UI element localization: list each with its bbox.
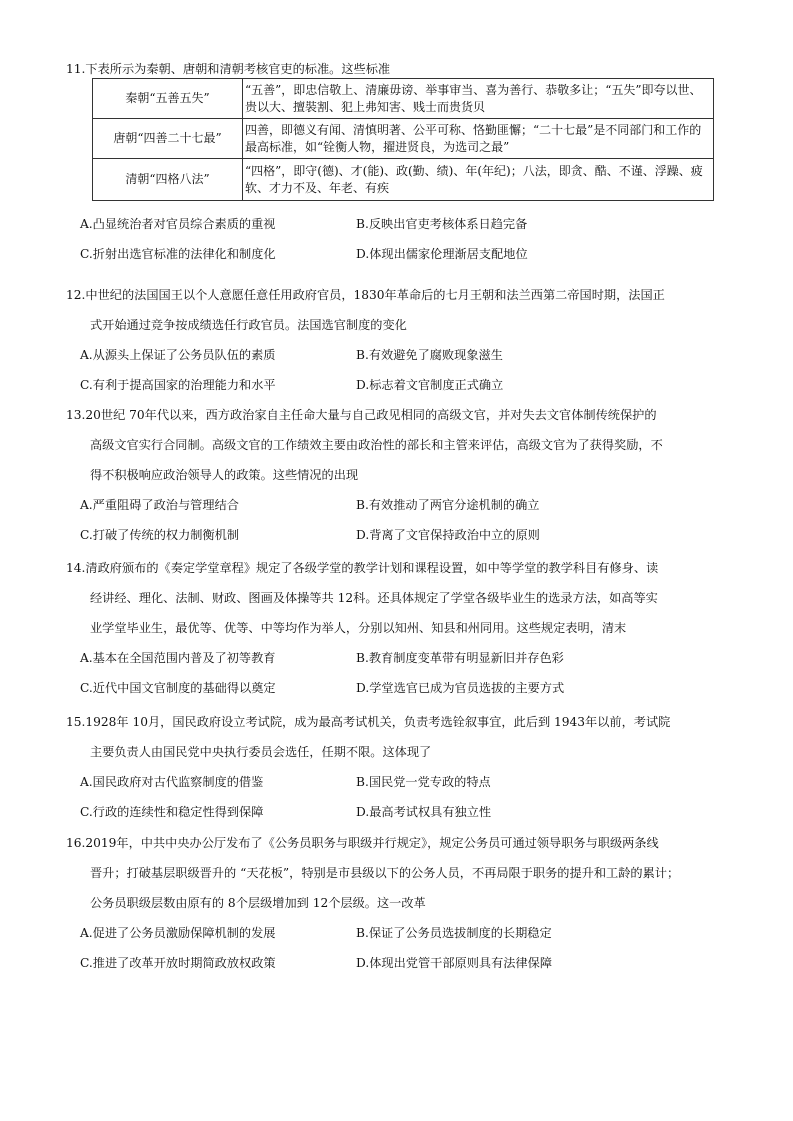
question-stem: 得不积极响应政治领导人的政策。这些情况的出现 [90,468,359,482]
option-a[interactable]: A.凸显统治者对官员综合素质的重视 [80,217,276,231]
question-stem: 11.下表所示为秦朝、唐朝和清朝考核官吏的标准。这些标准 [66,62,391,76]
question-stem: 14.清政府颁布的《奏定学堂章程》规定了各级学堂的教学计划和课程设置，如中等学堂的教学科目有修身、读 [66,561,659,575]
option-b[interactable]: B.教育制度变革带有明显新旧并存色彩 [356,651,564,665]
option-d[interactable]: D.体现出党管干部原则具有法律保障 [356,956,553,970]
question-11 [66,60,730,269]
question-13 [66,400,730,550]
option-a[interactable]: A.国民政府对古代监察制度的借鉴 [80,775,264,789]
option-a[interactable]: A.从源头上保证了公务员队伍的素质 [80,348,276,362]
table-cell-dynasty: 清朝“四格八法” [93,159,243,201]
option-c[interactable]: C.有利于提高国家的治理能力和水平 [80,378,276,392]
standards-table [92,78,714,201]
option-c[interactable]: C.近代中国文官制度的基础得以奠定 [80,681,276,695]
question-stem: 12.中世纪的法国国王以个人意愿任意任用政府官员，1830年革命后的七月王朝和法兰西第二帝国时期，法国正 [66,288,665,302]
option-d[interactable]: D.学堂选官已成为官员选拔的主要方式 [356,681,565,695]
table-cell-standard: “五善”，即忠信敬上、清廉毋谤、举事审当、喜为善行、恭敬多让；“五失”即夸以世、贵以大、擅裝割、犯上弗知害、贱士而贵货贝 [243,79,714,119]
table-row [93,79,714,119]
option-b[interactable]: B.国民党一党专政的特点 [356,775,491,789]
question-14 [66,553,730,703]
question-16 [66,828,730,978]
table-row [93,119,714,159]
table-cell-dynasty: 秦朝“五善五失” [93,79,243,119]
options [66,643,730,703]
options [66,209,730,269]
table-row [93,159,714,201]
option-d[interactable]: D.最高考试权具有独立性 [356,805,492,819]
table-cell-dynasty: 唐朝“四善二十七最” [93,119,243,159]
table-cell-standard: 四善，即德义有闻、清慎明著、公平可称、恪勤匪懈；“二十七最”是不同部门和工作的最高标准，如“铨衡人物，擢进贤良，为选司之最” [243,119,714,159]
option-b[interactable]: B.反映出官吏考核体系日趋完备 [356,217,528,231]
options [66,918,730,978]
option-c[interactable]: C.折射出选官标准的法律化和制度化 [80,247,276,261]
question-stem: 业学堂毕业生，最优等、优等、中等均作为举人，分别以知州、知县和州同用。这些规定表明，清末 [90,621,627,635]
options [66,490,730,550]
option-a[interactable]: A.严重阻碍了政治与管理结合 [80,498,239,512]
options [66,340,730,400]
option-a[interactable]: A.基本在全国范围内普及了初等教育 [80,651,276,665]
option-d[interactable]: D.标志着文官制度正式确立 [356,378,504,392]
option-c[interactable]: C.行政的连续性和稳定性得到保障 [80,805,264,819]
option-c[interactable]: C.打破了传统的权力制衡机制 [80,528,240,542]
question-stem: 15.1928年 10月，国民政府设立考试院，成为最高考试机关，负责考选铨叙事宜，此后到 1943年以前，考试院 [66,715,671,729]
question-15 [66,707,730,827]
question-stem: 式开始通过竞争按成绩选任行政官员。法国选官制度的变化 [90,318,407,332]
question-stem: 主要负责人由国民党中央执行委员会选任，任期不限。这体现了 [90,745,432,759]
option-b[interactable]: B.有效推动了两官分途机制的确立 [356,498,540,512]
question-stem: 公务员职级层数由原有的 8个层级增加到 12个层级。这一改革 [90,896,426,910]
option-a[interactable]: A.促进了公务员激励保障机制的发展 [80,926,276,940]
question-12 [66,280,730,400]
question-stem: 13.20世纪 70年代以来，西方政治家自主任命大量与自己政见相同的高级文官，并对失去文官体制传统保护的 [66,408,657,422]
question-stem: 16.2019年，中共中央办公厅发布了《公务员职务与职级并行规定》，规定公务员可通过领导职务与职级两条线 [66,836,659,850]
question-stem: 经讲经、理化、法制、财政、图画及体操等共 12科。还具体规定了学堂各级毕业生的选录方法，如高等实 [90,591,658,605]
option-b[interactable]: B.有效避免了腐败现象滋生 [356,348,503,362]
question-stem: 高级文官实行合同制。高级文官的工作绩效主要由政治性的部长和主管来评估，高级文官为了获得奖励，不 [90,438,663,452]
option-d[interactable]: D.体现出儒家伦理渐居支配地位 [356,247,528,261]
option-c[interactable]: C.推进了改革开放时期简政放权政策 [80,956,276,970]
option-b[interactable]: B.保证了公务员选拔制度的长期稳定 [356,926,552,940]
table-cell-standard: “四格”，即守(德)、才(能)、政(勤、绩)、年(年纪)；八法，即贪、酷、不谨、浮躁、疲软、才力不及、年老、有疾 [243,159,714,201]
question-stem: 晋升；打破基层职级晋升的 “天花板”，特别是市县级以下的公务人员，不再局限于职务的提升和工龄的累计； [90,866,680,880]
options [66,767,730,827]
option-d[interactable]: D.背离了文官保持政治中立的原则 [356,528,540,542]
